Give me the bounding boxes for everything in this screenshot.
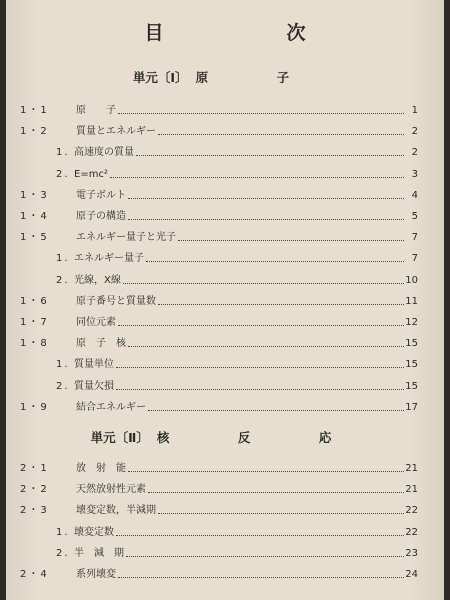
toc-entry [6, 355, 444, 375]
dot-leader [146, 260, 404, 262]
entry-text [76, 565, 404, 585]
entry-text [74, 544, 404, 564]
toc-entry [6, 228, 444, 248]
entry-page-number: 21 [405, 463, 418, 474]
entry-text [76, 334, 404, 354]
entry-number: 1・3 [20, 189, 49, 201]
entry-page-number: 10 [405, 274, 418, 286]
entry-number: 1. [56, 253, 70, 265]
entry-label: 質量とエネルギー [76, 126, 156, 138]
toc-entry [6, 501, 444, 521]
entry-text [74, 165, 404, 185]
toc-entry [6, 101, 444, 121]
unit-heading [6, 428, 444, 446]
entry-number: 1・9 [20, 401, 49, 413]
entry-page-number: 23 [405, 547, 418, 559]
entry-number: 1・8 [20, 338, 49, 350]
unit-name: 核 反 応 [156, 430, 360, 445]
entry-text [74, 355, 404, 375]
entry-label: 電子ボルト [76, 189, 126, 201]
entry-text [76, 480, 404, 500]
entry-page-number: 22 [405, 505, 418, 517]
entry-number: 1. [56, 526, 70, 538]
dot-leader [158, 133, 404, 135]
toc-entry [6, 334, 444, 354]
book-page [6, 0, 444, 600]
entry-page-number: 2 [411, 147, 418, 159]
entry-text [76, 228, 404, 248]
entry-label: 原子番号と質量数 [76, 295, 156, 307]
entry-label: 光線，X線 [74, 274, 121, 286]
unit-name: 原 子 [195, 70, 318, 85]
toc-entry [6, 377, 444, 397]
toc-entry [6, 271, 444, 291]
entry-label: 質量単位 [74, 359, 114, 371]
entry-text [76, 207, 404, 227]
dot-leader [116, 366, 404, 368]
entry-page-number: 22 [405, 526, 418, 538]
entry-text [76, 313, 404, 333]
entry-number: 1・2 [20, 126, 49, 138]
dot-leader [118, 576, 404, 578]
dot-leader [148, 491, 404, 493]
dot-leader [128, 345, 404, 347]
entry-number: 2・2 [20, 484, 49, 496]
dot-leader [116, 534, 404, 536]
dot-leader [118, 324, 404, 326]
page-title: 目 次 [144, 22, 358, 44]
entry-label: E=mc² [74, 168, 108, 180]
entry-text [76, 122, 404, 142]
dot-leader [128, 218, 404, 220]
dot-leader [118, 112, 404, 114]
entry-number: 2・1 [20, 463, 49, 474]
entry-page-number: 3 [411, 168, 418, 180]
entry-text [74, 143, 404, 163]
entry-number: 1. [56, 147, 70, 159]
entry-page-number: 7 [411, 232, 418, 244]
entry-number: 1・6 [20, 295, 49, 307]
toc-entry [6, 186, 444, 206]
dot-leader [128, 470, 404, 472]
entry-number: 2. [56, 380, 70, 392]
toc-entry [6, 398, 444, 418]
entry-label: 壊変定数 [74, 526, 114, 538]
entry-label: エネルギー量子と光子 [76, 232, 176, 244]
entry-label: 放 射 能 [76, 463, 126, 474]
dot-leader [148, 409, 404, 411]
entry-text [74, 271, 404, 291]
entry-text [74, 377, 404, 397]
unit-prefix: 単元〔Ⅱ〕 [90, 430, 149, 445]
unit-heading [6, 68, 444, 86]
toc-entry [6, 143, 444, 163]
entry-number: 1・4 [20, 211, 49, 222]
entry-label: エネルギー量子 [74, 253, 144, 265]
entry-label: 同位元素 [76, 317, 116, 328]
entry-number: 2・4 [20, 569, 49, 580]
entry-number: 2. [56, 168, 70, 180]
entry-text [76, 186, 404, 206]
entry-page-number: 15 [405, 338, 418, 350]
unit-prefix: 単元〔Ⅰ〕 [132, 70, 188, 85]
toc-entry [6, 459, 444, 479]
entry-number: 2. [56, 274, 70, 286]
toc-entry [6, 565, 444, 585]
entry-number: 1. [56, 359, 70, 371]
dot-leader [126, 555, 404, 557]
entry-page-number: 1 [411, 105, 418, 116]
dot-leader [110, 176, 404, 178]
entry-page-number: 7 [411, 253, 418, 265]
entry-page-number: 5 [411, 211, 418, 222]
entry-number: 1・5 [20, 232, 49, 244]
dot-leader [158, 512, 404, 514]
entry-label: 原子の構造 [76, 211, 126, 222]
entry-number: 1・7 [20, 317, 49, 328]
toc-entry [6, 165, 444, 185]
toc-entry [6, 480, 444, 500]
entry-text [76, 101, 404, 121]
entry-text [74, 523, 404, 543]
dot-leader [128, 197, 404, 199]
entry-text [76, 292, 404, 312]
entry-page-number: 21 [405, 484, 418, 496]
entry-page-number: 15 [405, 380, 418, 392]
entry-label: 原 子 [76, 105, 116, 116]
entry-page-number: 11 [405, 295, 418, 307]
toc-entry [6, 122, 444, 142]
entry-page-number: 24 [405, 569, 418, 580]
entry-number: 2・3 [20, 505, 49, 517]
toc-entry [6, 249, 444, 269]
entry-label: 高速度の質量 [74, 147, 134, 159]
toc-entry [6, 313, 444, 333]
entry-label: 原 子 核 [76, 338, 126, 350]
entry-page-number: 2 [411, 126, 418, 138]
entry-page-number: 15 [405, 359, 418, 371]
entry-page-number: 17 [405, 401, 418, 413]
entry-page-number: 4 [411, 189, 418, 201]
dot-leader [158, 303, 404, 305]
entry-text [76, 459, 404, 479]
entry-number: 1・1 [20, 105, 49, 116]
dot-leader [123, 282, 404, 284]
entry-label: 壊変定数，半減期 [76, 505, 156, 517]
entry-label: 半 減 期 [74, 547, 124, 559]
entry-label: 結合エネルギー [76, 401, 146, 413]
dot-leader [178, 239, 404, 241]
entry-label: 天然放射性元素 [76, 484, 146, 496]
toc-entry [6, 523, 444, 543]
entry-text [74, 249, 404, 269]
toc-entry [6, 292, 444, 312]
entry-label: 系列壊変 [76, 569, 116, 580]
toc-entry [6, 207, 444, 227]
toc-entry [6, 544, 444, 564]
entry-text [76, 501, 404, 521]
entry-text [76, 398, 404, 418]
entry-number: 2. [56, 547, 70, 559]
entry-page-number: 12 [405, 317, 418, 328]
dot-leader [116, 388, 404, 390]
entry-label: 質量欠損 [74, 380, 114, 392]
dot-leader [136, 154, 404, 156]
